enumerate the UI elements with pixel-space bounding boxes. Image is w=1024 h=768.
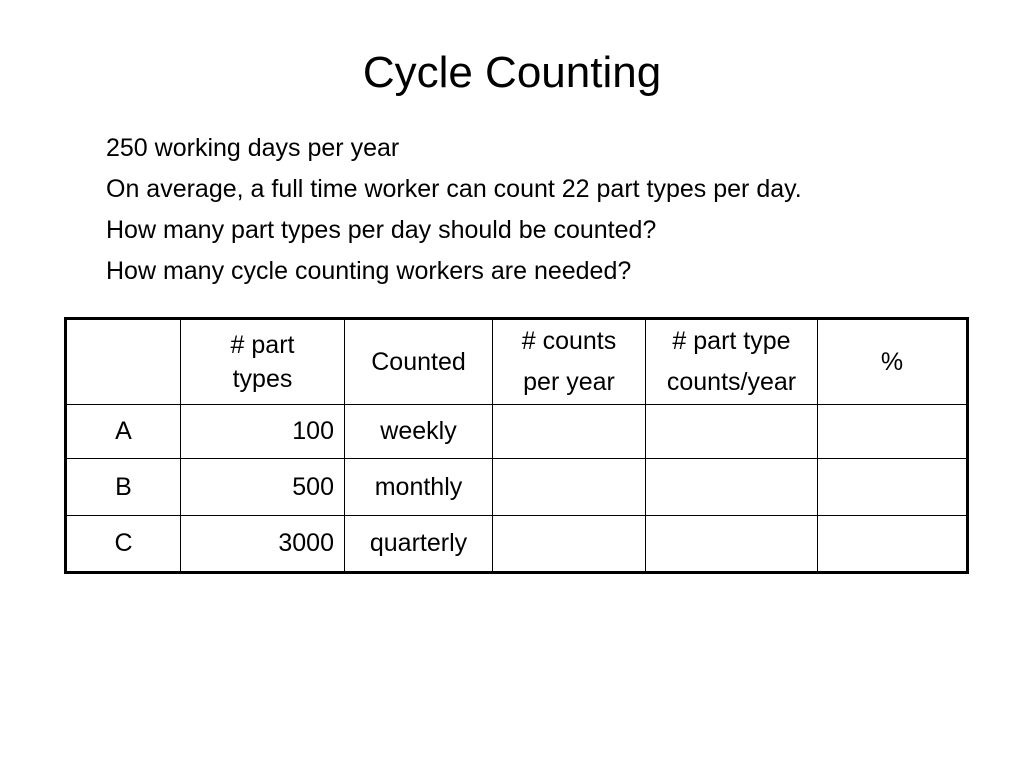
header-part-type-counts-year-line: # part type (672, 327, 791, 355)
cell-percent (818, 405, 968, 459)
cell-counts-per-year (493, 405, 646, 459)
header-counts-per-year (493, 319, 646, 405)
cell-part-types: 3000 (181, 516, 345, 573)
cell-counted: monthly (345, 459, 493, 516)
cell-part-types: 500 (181, 459, 345, 516)
table-row (66, 459, 968, 516)
cell-part-type-counts-year (646, 516, 818, 573)
statement-line: 250 working days per year (106, 134, 400, 162)
table-row (66, 405, 968, 459)
header-part-types-line: # part (230, 331, 295, 359)
cycle-counting-table (64, 317, 969, 574)
statement-line: How many part types per day should be counted? (106, 216, 657, 244)
cell-counted: weekly (345, 405, 493, 459)
table-row (66, 516, 968, 573)
problem-statement (106, 128, 802, 292)
cell-counts-per-year (493, 516, 646, 573)
header-part-type-counts-year (646, 319, 818, 405)
header-counted: Counted (345, 319, 493, 405)
cell-percent (818, 516, 968, 573)
cell-class: B (66, 459, 181, 516)
header-percent: % (818, 319, 968, 405)
cell-counted: quarterly (345, 516, 493, 573)
cell-class: C (66, 516, 181, 573)
statement-line: On average, a full time worker can count 22 part types per day. (106, 175, 802, 203)
header-counts-per-year-line: # counts (521, 327, 617, 355)
header-part-types (181, 319, 345, 405)
cell-part-type-counts-year (646, 459, 818, 516)
header-counts-per-year-line: per year (523, 368, 615, 396)
slide-title: Cycle Counting (362, 48, 662, 97)
cell-part-type-counts-year (646, 405, 818, 459)
cell-counts-per-year (493, 459, 646, 516)
statement-line: How many cycle counting workers are needed? (106, 257, 632, 285)
header-class (66, 319, 181, 405)
cell-part-types: 100 (181, 405, 345, 459)
header-part-type-counts-year-line: counts/year (666, 368, 797, 396)
cell-percent (818, 459, 968, 516)
cell-class: A (66, 405, 181, 459)
header-part-types-line: types (232, 365, 293, 393)
table-header-row (66, 319, 968, 405)
